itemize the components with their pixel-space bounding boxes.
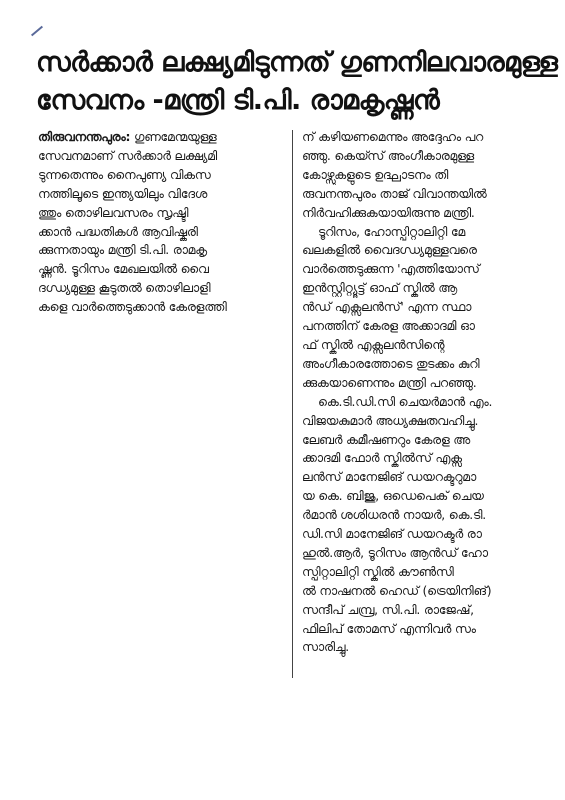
article-line: ൻഡ് എക്സലൻസ്' എന്ന സ്ഥാ xyxy=(302,299,472,315)
article-line: അംഗീകാരത്തോടെ തുടക്കം കുറി xyxy=(302,355,480,371)
article-line: ഹുൽ.ആർ, ടൂറിസം ആൻഡ് ഹോ xyxy=(302,544,488,560)
article-line-text: ഗുണമേന്മയുള്ള xyxy=(134,129,217,144)
article-line: ക്കാൻ പദ്ധതികൾ ആവിഷ്കരി xyxy=(38,223,198,239)
headline-line-1: സർക്കാർ ലക്ഷ്യമിടുന്നത് ഗുണനിലവാരമുള്ള xyxy=(36,47,558,78)
article-line: ലൻസ് മാനേജിങ് ഡയറക്ടറുമാ xyxy=(302,469,477,485)
article-line: നത്തിലൂടെ ഇന്ത്യയിലും വിദേശ xyxy=(38,185,208,201)
article-line: യ കെ. ബിജു, ഒഡെപെക് ചെയ xyxy=(302,488,484,504)
article-line: ഇൻസ്റ്റിറ്റ്യൂട്ട് ഓഫ് സ്കിൽ ആ xyxy=(302,280,457,296)
article-line: ദഗ്ധ്യമുള്ള കൂടുതൽ തൊഴിലാളി xyxy=(38,280,211,296)
article-line: ടൂറിസം, ഹോസ്പിറ്റാലിറ്റി മേ xyxy=(318,223,466,239)
column-divider xyxy=(292,130,293,678)
article-line: ന് കഴിയണമെന്നും അദ്ദേഹം പറ xyxy=(302,129,484,144)
article-line: വാർത്തെടുക്കുന്ന 'എത്തിയോസ് xyxy=(302,261,480,277)
article-line: കളെ വാർത്തെടുക്കാൻ കേരളത്തി xyxy=(38,299,227,315)
article-line: ഡി.സി മാനേജിങ് ഡയറക്ടർ രാ xyxy=(302,526,482,542)
article-line: ഫ് സ്കിൽ എക്സലൻസിന്റെ xyxy=(302,336,445,352)
article-line: ഖലകളിൽ വൈദഗ്ധ്യമുള്ളവരെ xyxy=(302,242,477,258)
headline xyxy=(36,44,558,120)
article-line: ഫിലിപ് തോമസ് എന്നിവർ സം xyxy=(302,620,476,636)
article-line: ലേബർ കമീഷണറും കേരള അ xyxy=(302,431,470,447)
article-line: ക്കാദമി ഫോർ സ്കിൽസ് എക്സ xyxy=(302,450,462,466)
article-line: വിജയകുമാർ അധ്യക്ഷതവഹിച്ചു. xyxy=(302,412,479,428)
article-line: ക്കുകയാണെന്നും മന്ത്രി പറഞ്ഞു. xyxy=(302,374,477,390)
article-line: ഷ്ണൻ. ടൂറിസം മേഖലയിൽ വൈ xyxy=(38,261,209,277)
article-line: പനത്തിന് കേരള അക്കാദമി ഓ xyxy=(302,318,475,334)
article-line: സന്ദീപ് ചമ്പ്ര, സി.പി. രാജേഷ്, xyxy=(302,601,474,617)
article-line: സാരിച്ചു. xyxy=(302,639,349,655)
article-line: സേവനമാണ് സർക്കാർ ലക്ഷ്യമി xyxy=(38,147,217,163)
article-line: ത്തും തൊഴിലവസരം സൃഷ്ടി xyxy=(38,204,189,220)
article-line: ടുന്നതെന്നും നൈപുണ്യ വികസ xyxy=(38,166,211,182)
article-column-right xyxy=(302,128,542,657)
article-line: സ്പിറ്റാലിറ്റി സ്കിൽ കൗൺസി xyxy=(302,563,454,579)
headline-line-2: സേവനം -മന്ത്രി ടി.പി. രാമകൃഷ്ണൻ xyxy=(36,85,440,116)
article-line: ഞ്ഞു. കെയ്സ് അംഗീകാരമുള്ള xyxy=(302,147,474,163)
edge-mark xyxy=(31,26,43,37)
article-line: കോഴ്സുകളുടെ ഉദ്ഘാടനം തി xyxy=(302,166,449,182)
article-line xyxy=(38,128,274,147)
article-line: രുവനന്തപുരം താജ് വിവാന്തയിൽ xyxy=(302,185,487,201)
article-line: ക്കുന്നതായും മന്ത്രി ടി.പി. രാമകൃ xyxy=(38,242,207,258)
article-line: ർമാൻ ശശിധരൻ നായർ, കെ.ടി. xyxy=(302,507,487,523)
article-line: കെ.ടി.ഡി.സി ചെയർമാൻ എം. xyxy=(318,393,493,409)
article-line: നിർവഹിക്കുകയായിരുന്നു മന്ത്രി. xyxy=(302,204,475,220)
dateline: തിരുവനന്തപുരം: xyxy=(38,129,131,144)
article-column-left xyxy=(38,128,274,317)
article-line: ൽ നാഷനൽ ഹെഡ് (ട്രെയിനിങ്) xyxy=(302,582,492,598)
